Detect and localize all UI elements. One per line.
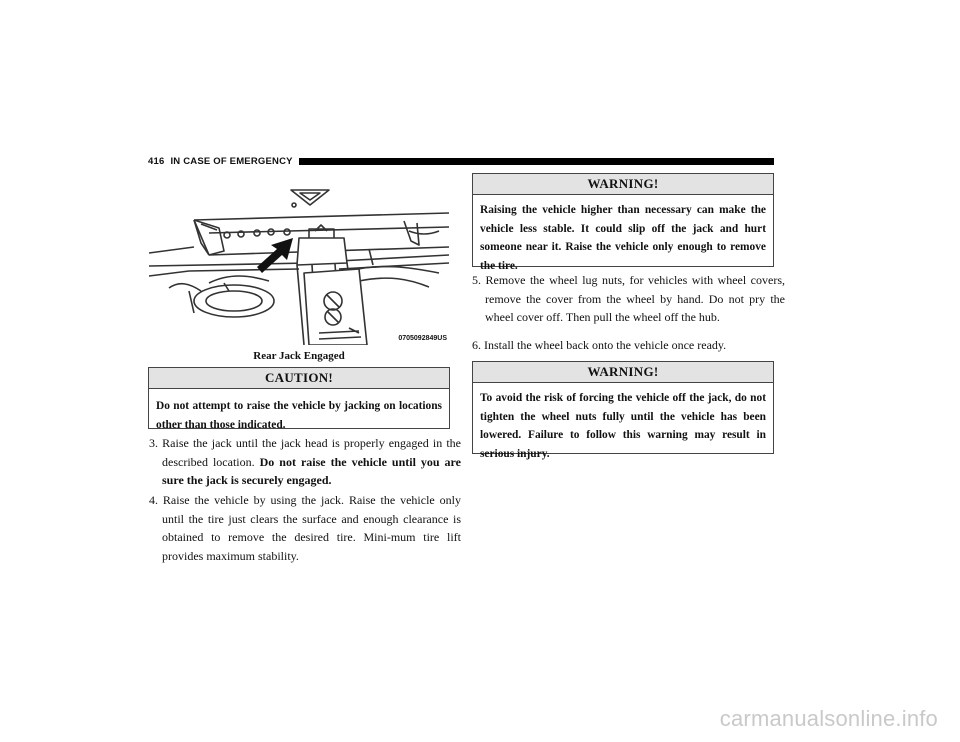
caution-text: Do not attempt to raise the vehicle by jacking on locations other than those indicated. [156, 400, 442, 431]
step-4-text: Raise the vehicle by using the jack. Raise the vehicle only until the tire just clears the surface and enough clearance is obtained to remove the desired tire. Mini-mum tire lift provides maximum stability. [162, 493, 462, 563]
warning-box-2 [472, 361, 774, 460]
page-header [148, 154, 774, 168]
watermark: carmanualsonline.info [719, 706, 938, 731]
header-rule [299, 158, 774, 165]
rear-jack-illustration [149, 183, 449, 345]
step-5-number: 5. [472, 273, 481, 287]
figure-caption: Rear Jack Engaged [253, 350, 345, 362]
warning-2-title: WARNING! [473, 362, 773, 383]
step-6 [472, 336, 785, 355]
step-5 [472, 271, 785, 327]
caution-title: CAUTION! [149, 368, 449, 389]
step-3 [149, 434, 461, 490]
figure-code: 0705092849US [398, 335, 447, 342]
caution-box [148, 367, 450, 429]
step-3-number: 3. [149, 436, 158, 450]
warning-1-title: WARNING! [473, 174, 773, 195]
step-3-bold-text: Do not raise the vehicle until you are sure the jack is securely engaged. [162, 454, 461, 488]
section-title: IN CASE OF EMERGENCY [170, 155, 293, 167]
step-4-number: 4. [149, 493, 158, 507]
warning-1-text: Raising the vehicle higher than necessary can make the vehicle less stable. It could slip off the jack and hurt someone near it. Raise the vehicle only enough to remove the tire. [480, 204, 766, 272]
page-number: 416 [148, 155, 165, 167]
step-5-text: Remove the wheel lug nuts, for vehicles with wheel covers, remove the cover from the wheel by hand. Do not pry the wheel cover off. Then pull the wheel off the hub. [485, 273, 785, 325]
step-4 [149, 491, 461, 565]
warning-2-text: To avoid the risk of forcing the vehicle off the jack, do not tighten the wheel nuts fully until the vehicle has been lowered. Failure to follow this warning may result in serious injury. [480, 392, 766, 460]
warning-box-1 [472, 173, 774, 272]
jack-diagram-svg [149, 183, 449, 345]
step-3-text: Raise the jack until the jack head is properly engaged in the described location. [162, 436, 461, 469]
step-6-text: Install the wheel back onto the vehicle once ready. [484, 338, 727, 352]
step-6-number: 6. [472, 338, 481, 352]
